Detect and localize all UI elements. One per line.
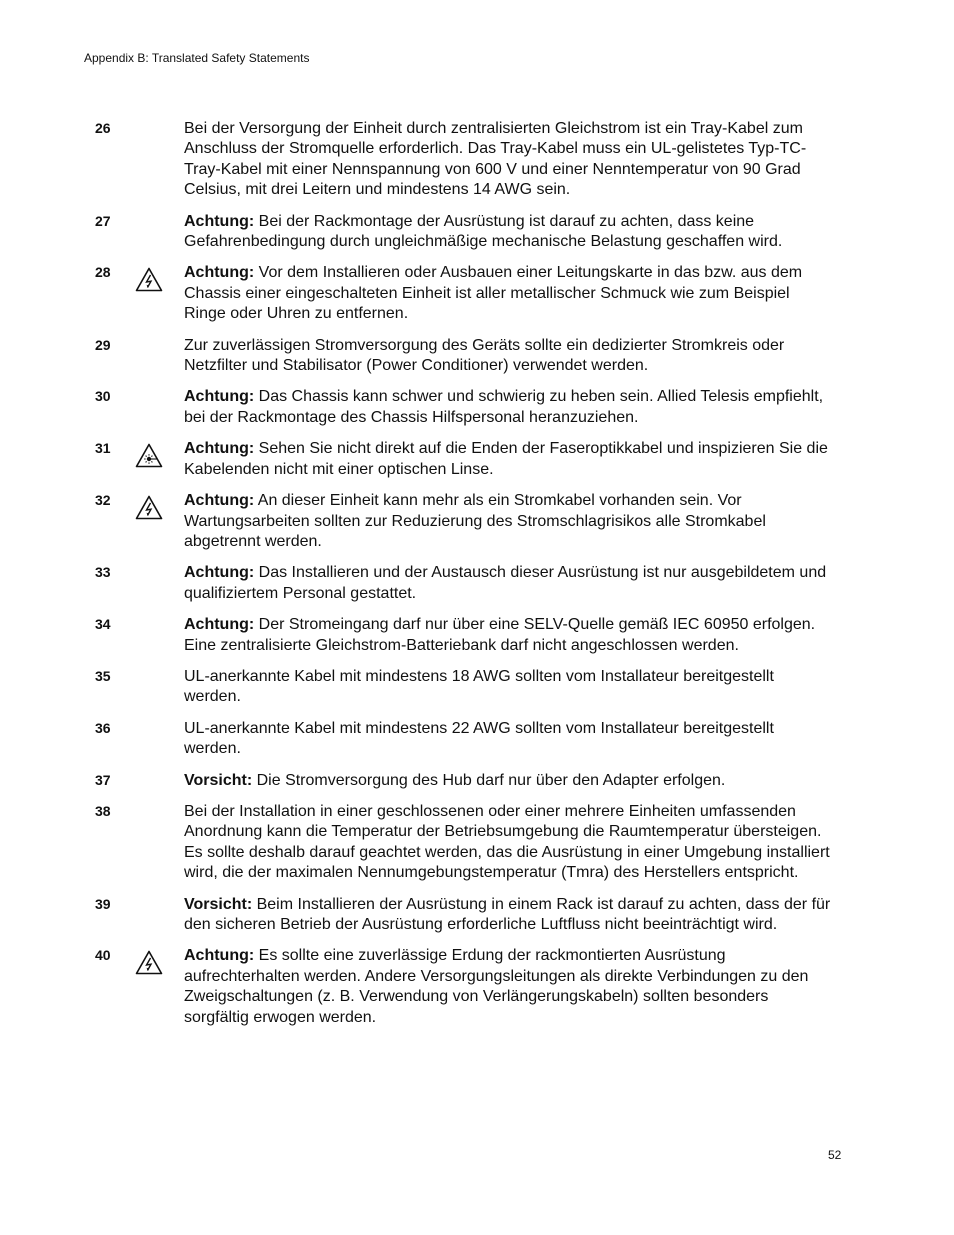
page-header: Appendix B: Translated Safety Statements: [84, 51, 310, 65]
statement-text: [184, 615, 834, 656]
statement: [0, 615, 954, 656]
statement-body: Sehen Sie nicht direkt auf die Enden der Faseroptikkabel und inspizieren Sie die Kabelenden nicht mit einer optischen Linse.: [184, 440, 828, 478]
statement-number: 37: [95, 771, 111, 788]
statement-text: [184, 439, 834, 480]
statement-number: 27: [95, 212, 111, 229]
statement-text: [184, 491, 834, 552]
statement-body: Vor dem Installieren oder Ausbauen einer Leitungskarte in das bzw. aus dem Chassis einer eingeschalteten Einheit ist aller metallischer Schmuck wie zum Beispiel Ringe oder Uhren zu entfernen.: [184, 264, 803, 323]
statement-number: 33: [95, 564, 111, 581]
statement-text: [184, 719, 834, 760]
statement-body: UL-anerkannte Kabel mit mindestens 18 AWG sollten vom Installateur bereitgestellt werden.: [184, 667, 774, 706]
statement-body: Zur zuverlässigen Stromversorgung des Geräts sollte ein dedizierter Stromkreis oder Netzfilter und Stabilisator (Power Conditioner) verwendet werden.: [184, 336, 785, 375]
statement-number: 39: [95, 895, 111, 912]
statement-number: 28: [95, 264, 111, 281]
electrical-hazard-icon: [135, 950, 163, 975]
statement-body: Bei der Rackmontage der Ausrüstung ist darauf zu achten, dass keine Gefahrenbedingung durch ungleichmäßige mechanische Belastung geschaffen wird.: [184, 212, 783, 251]
statement-text: [184, 263, 834, 324]
statement-text: [184, 387, 834, 428]
statement: [0, 336, 954, 377]
statement-number: 38: [95, 802, 111, 819]
laser-hazard-icon: [135, 443, 163, 468]
statement-body: Beim Installieren der Ausrüstung in einem Rack ist darauf zu achten, dass der für den sicheren Betrieb der Ausrüstung erforderliche Luftfluss nicht beeinträchtigt wird.: [184, 895, 831, 933]
statement-label: Achtung:: [184, 616, 255, 634]
statement: [0, 946, 954, 1028]
statement: [0, 491, 954, 552]
statement-body: Das Chassis kann schwer und schwierig zu heben sein. Allied Telesis empfiehlt, bei der Rackmontage des Chassis Hilfspersonal heranzuziehen.: [184, 388, 824, 426]
statement-label: Vorsicht:: [184, 771, 253, 789]
statement-text: [184, 802, 834, 884]
statement-label: Achtung:: [184, 492, 255, 510]
statement-number: 32: [95, 492, 111, 509]
statement: [0, 563, 954, 604]
statement-number: 31: [95, 440, 111, 457]
statement-body: An dieser Einheit kann mehr als ein Stromkabel vorhanden sein. Vor Wartungsarbeiten sollten zur Reduzierung des Stromschlagrisikos alle Stromkabel abgetrennt werden.: [184, 492, 766, 550]
statement-number: 40: [95, 947, 111, 964]
statement-number: 36: [95, 719, 111, 736]
statement-label: Achtung:: [184, 564, 255, 582]
statement-body: UL-anerkannte Kabel mit mindestens 22 AWG sollten vom Installateur bereitgestellt werden.: [184, 719, 774, 758]
statement: [0, 212, 954, 253]
statement: [0, 119, 954, 201]
statement-text: [184, 336, 834, 377]
statement-text: [184, 771, 834, 791]
statement-number: 29: [95, 336, 111, 353]
statement-number: 30: [95, 388, 111, 405]
page-number: 52: [828, 1148, 842, 1162]
statement-text: [184, 946, 834, 1028]
statement-label: Achtung:: [184, 388, 255, 406]
statement: [0, 439, 954, 480]
statement-body: Der Stromeingang darf nur über eine SELV-Quelle gemäß IEC 60950 erfolgen. Eine zentralisierte Gleichstrom-Batteriebank darf nicht angeschlossen werden.: [184, 616, 816, 654]
statement-text: [184, 895, 834, 936]
statement: [0, 895, 954, 936]
statement-body: Die Stromversorgung des Hub darf nur über den Adapter erfolgen.: [256, 771, 726, 789]
statement-body: Das Installieren und der Austausch dieser Ausrüstung ist nur ausgebildetem und qualifiziertem Personal gestattet.: [184, 564, 827, 602]
statement-label: Achtung:: [184, 440, 255, 458]
statement: [0, 771, 954, 791]
statement-number: 26: [95, 120, 111, 136]
statement: [0, 263, 954, 324]
statement-label: Vorsicht:: [184, 895, 253, 913]
statement-number: 34: [95, 616, 111, 633]
statement: [0, 802, 954, 884]
statement-text: [184, 667, 834, 708]
statement-list: [0, 119, 954, 1039]
statement-text: [184, 212, 834, 253]
statement: [0, 719, 954, 760]
statement: [0, 387, 954, 428]
statement-number: 35: [95, 667, 111, 684]
electrical-hazard-icon: [135, 495, 163, 520]
statement-label: Achtung:: [184, 212, 255, 230]
statement-body: Bei der Versorgung der Einheit durch zentralisierten Gleichstrom ist ein Tray-Kabel zum Anschluss der Stromquelle erforderlich. Das Tray-Kabel muss ein UL-gelistetes Typ-TC-Tray-Kabel mit einer Nennspannung von 600 V und einer Nenntemperatur von 90 Grad Celsius, mit drei Leitern und mindestens 14 AWG sein.: [184, 120, 807, 199]
statement: [0, 667, 954, 708]
statement-text: [184, 119, 834, 201]
electrical-hazard-icon: [135, 267, 163, 292]
statement-text: [184, 563, 834, 604]
statement-label: Achtung:: [184, 947, 255, 965]
statement-body: Bei der Installation in einer geschlossenen oder einer mehrere Einheiten umfassenden Anordnung kann die Temperatur der Betriebsumgebung die Raumtemperatur übersteigen. Es sollte deshalb darauf geachtet werden, das die Ausrüstung in einer Umgebung installiert wird, die der maximalen Nennumgebungstemperatur (Tmra) des Herstellers entspricht.: [184, 802, 830, 882]
statement-label: Achtung:: [184, 264, 255, 282]
statement-body: Es sollte eine zuverlässige Erdung der rackmontierten Ausrüstung aufrechterhalten werden. Andere Versorgungsleitungen als direkte Verbindungen zu den Zweigschaltungen (z. B. Verwendung von Verlängerungskabeln) sollten besonders sorgfältig erwogen werden.: [184, 947, 809, 1026]
